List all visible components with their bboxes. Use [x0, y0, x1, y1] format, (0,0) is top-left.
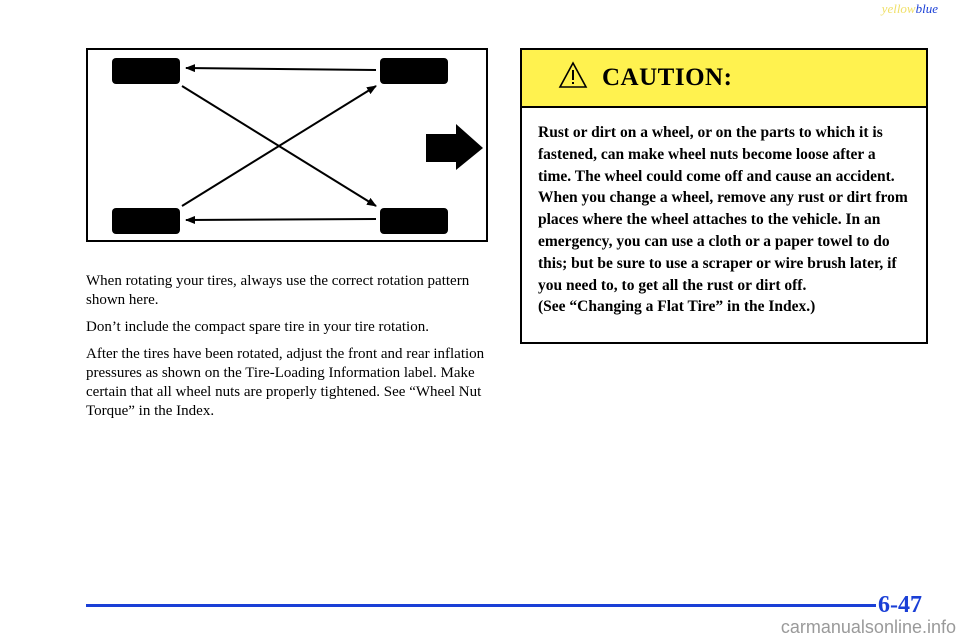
caution-reference: (See “Changing a Flat Tire” in the Index.)	[538, 298, 816, 316]
rotation-arrow-bottom	[186, 219, 376, 220]
color-mark-yellow: yellow	[881, 1, 916, 16]
rotation-arrow-top	[186, 68, 376, 70]
watermark: carmanualsonline.info	[780, 617, 956, 637]
paragraph-compact-spare: Don’t include the compact spare tire in your tire rotation.	[86, 319, 429, 335]
paragraph-rotation-pattern: When rotating your tires, always use the correct rotation pattern shown here.	[86, 273, 470, 308]
tire-front-left	[112, 58, 180, 84]
footer-rule	[86, 604, 876, 607]
tire-rotation-illustration	[88, 50, 486, 240]
tire-rear-left	[112, 208, 180, 234]
tire-rotation-diagram	[86, 48, 488, 242]
caution-box	[520, 48, 928, 344]
page-number: 6-47	[878, 592, 922, 618]
paragraph-inflation: After the tires have been rotated, adjust the front and rear inflation pressures as shown on the Tire‑Loading Information label. Make certain that all wheel nuts are properly tightened. See “Wheel Nut Torque” in the Index.	[86, 346, 485, 419]
caution-text: Rust or dirt on a wheel, or on the parts to which it is fastened, can make wheel nuts become loose after a time. The wheel could come off and cause an accident. When you change a wheel, remove any rust or dirt from places where the wheel attaches to the vehicle. In an emergency, you can use a cloth or a paper towel to do this; but be sure to use a scraper or wire brush later, if you need to, to get all the rust or dirt off.	[538, 124, 908, 294]
front-direction-arrow-icon	[426, 124, 483, 170]
caution-body	[522, 108, 926, 318]
caution-header	[522, 50, 926, 108]
color-mark-blue: blue	[915, 1, 938, 16]
warning-triangle-icon	[558, 61, 588, 89]
color-mark-header	[882, 1, 938, 17]
rotation-instructions	[86, 272, 496, 429]
caution-title: CAUTION:	[602, 64, 733, 91]
tire-rear-right	[380, 208, 448, 234]
tire-front-right	[380, 58, 448, 84]
